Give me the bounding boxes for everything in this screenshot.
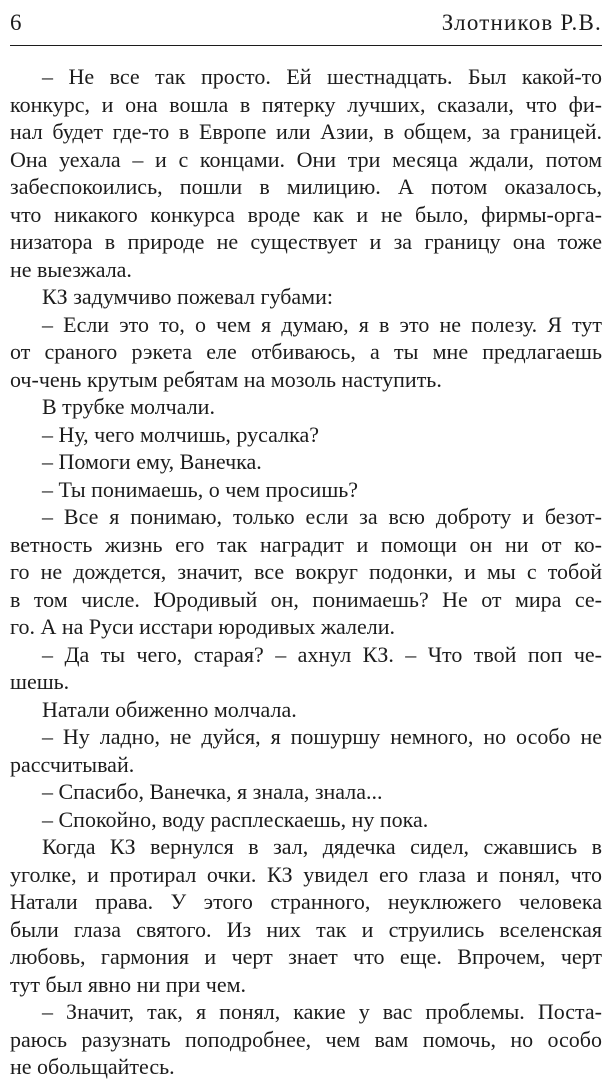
text-line: – Если это то, о чем я думаю, я в это не полезу. Я тут — [42, 311, 602, 337]
text-line: – Значит, так, я понял, какие у вас проблемы. Поста- — [42, 999, 602, 1024]
text-line: – Ну, чего молчишь, русалка? — [42, 421, 319, 447]
text-line: – Помоги ему, Ванечка. — [42, 449, 262, 474]
text-line: нал будет где-то в Европе или Азии, в общем, за границей. — [10, 119, 602, 144]
text-line: в том числе. Юродивый он, понимаешь? Не от мира се- — [10, 586, 602, 612]
text-line: – Не все так просто. Ей шестнадцать. Был какой-то — [42, 64, 602, 89]
text-line: го не дождется, значит, все вокруг подонки, и мы с тобой — [10, 559, 602, 584]
text-line: КЗ задумчиво пожевал губами: — [42, 284, 333, 309]
text-line: В трубке молчали. — [42, 394, 215, 419]
text-line: низатора в природе не существует и за границу она тоже — [10, 229, 602, 254]
text-line: – Ну ладно, не дуйся, я пошуршу немного, но особо не — [42, 724, 602, 749]
text-line: – Ты понимаешь, о чем просишь? — [42, 476, 359, 502]
text-line: Она уехала – и с концами. Они три месяца ждали, потом — [10, 146, 602, 172]
text-line: – Спокойно, воду расплескаешь, ну пока. — [42, 806, 429, 832]
text-line: любовь, гармония и черт знает что еще. Впрочем, черт — [10, 944, 602, 969]
text-line: ветность жизнь его так наградит и помощи он ни от ко- — [10, 531, 602, 557]
text-line: Натали обиженно молчала. — [42, 696, 297, 722]
text-line: конкурс, и она вошла в пятерку лучших, сказали, что фи- — [10, 91, 602, 117]
text-line: были глаза святого. Из них так и струились вселенская — [10, 916, 602, 942]
text-line: рассчитывай. — [10, 751, 135, 777]
text-line: что никакого конкурса вроде как и не было, фирмы-орга- — [10, 201, 602, 227]
text-line: Когда КЗ вернулся в зал, дядечка сидел, сжавшись в — [42, 834, 602, 859]
text-line: от сраного рэкета еле отбиваюсь, а ты мне предлагаешь — [10, 339, 602, 364]
running-head: Злотников Р.В. — [441, 10, 602, 35]
text-line: – Все я понимаю, только если за всю доброту и безот- — [42, 504, 602, 529]
text-line: не обольщайтесь. — [10, 1054, 175, 1079]
text-line: шешь. — [10, 669, 70, 694]
text-line: Натали права. У этого странного, неуклюжего человека — [10, 889, 602, 914]
header-rule — [10, 45, 602, 46]
text-line: – Да ты чего, старая? – ахнул КЗ. – Что твой поп че- — [42, 641, 602, 667]
text-line: тут был явно ни при чем. — [10, 971, 247, 997]
text-line: – Спасибо, Ванечка, я знала, знала... — [42, 779, 383, 804]
body-text — [10, 63, 602, 1081]
text-line: раюсь разузнать поподробнее, чем вам помочь, но особо — [10, 1026, 602, 1052]
page-number: 6 — [10, 10, 22, 35]
text-line: оч-чень крутым ребятам на мозоль наступить. — [10, 366, 442, 392]
text-line: го. А на Руси исстари юродивых жалели. — [10, 614, 395, 639]
text-line: уголке, и протирал очки. КЗ увидел его глаза и понял, что — [10, 861, 602, 887]
text-line: не выезжала. — [10, 256, 132, 282]
text-line: забеспокоились, пошли в милицию. А потом оказалось, — [10, 174, 602, 199]
book-page — [10, 0, 602, 1079]
page-header — [10, 8, 602, 44]
